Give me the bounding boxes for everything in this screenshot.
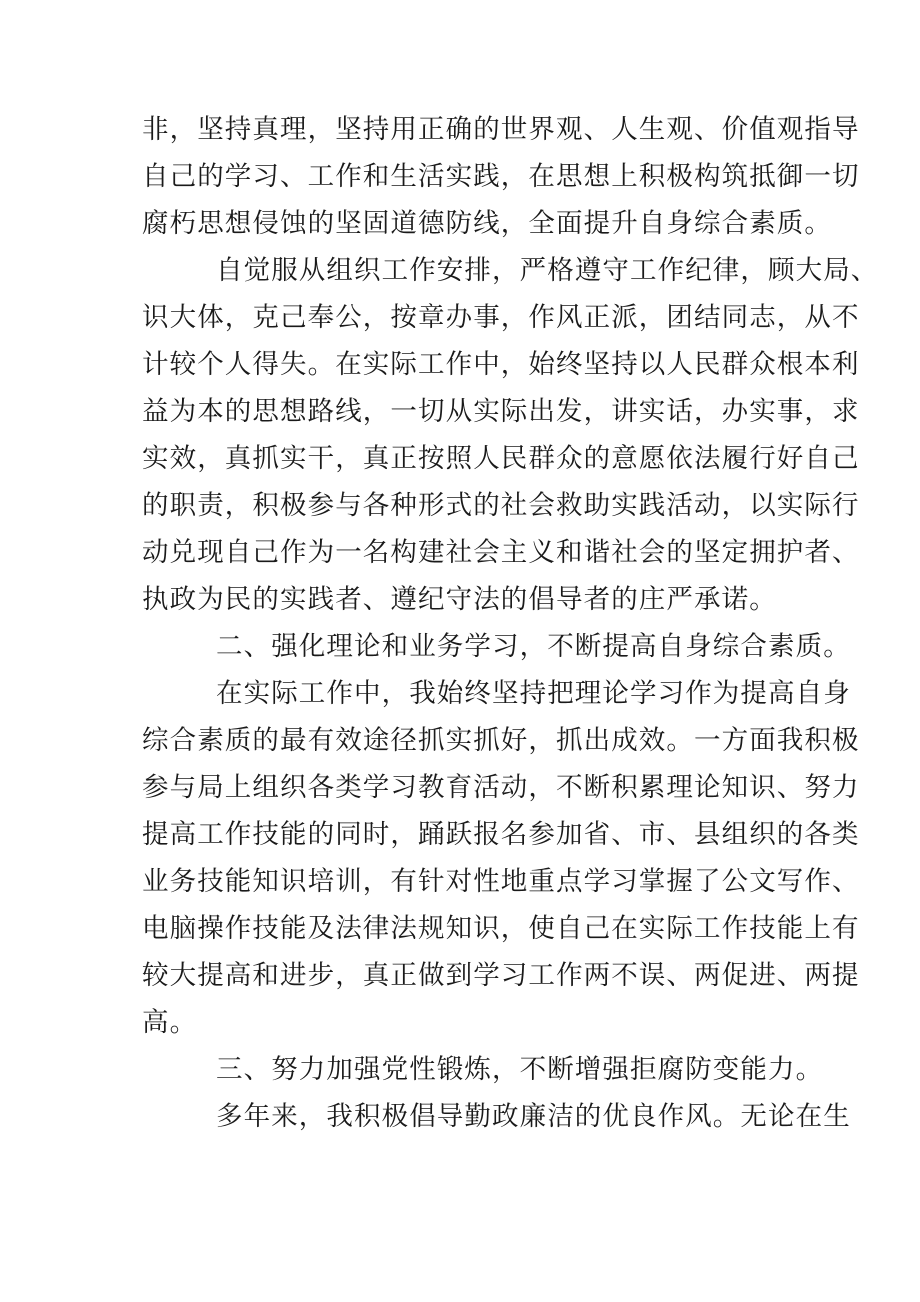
text-line: 自觉服从组织工作安排，严格遵守工作纪律，顾大局、 (216, 255, 879, 286)
text-line: 腐朽思想侵蚀的坚固道德防线，全面提升自身综合素质。 (142, 208, 832, 239)
paragraph-body (142, 670, 860, 1046)
paragraph-continuation (142, 106, 860, 247)
paragraph-body (142, 1093, 851, 1140)
heading-text: 二、强化理论和业务学习，不断提高自身综合素质。 (216, 631, 851, 662)
text-line: 在实际工作中，我始终坚持把理论学习作为提高自身 (216, 678, 851, 709)
text-line: 动兑现自己作为一名构建社会主义和谐社会的坚定拥护者、 (142, 537, 860, 568)
heading-text: 三、努力加强党性锻炼，不断增强拒腐防变能力。 (216, 1054, 824, 1085)
text-line: 自己的学习、工作和生活实践，在思想上积极构筑抵御一切 (142, 161, 860, 192)
text-line: 的职责，积极参与各种形式的社会救助实践活动，以实际行 (142, 490, 860, 521)
section-heading (142, 1046, 824, 1093)
text-line: 益为本的思想路线，一切从实际出发，讲实话，办实事，求 (142, 396, 860, 427)
text-line: 执政为民的实践者、遵纪守法的倡导者的庄严承诺。 (142, 584, 777, 615)
text-line: 提高工作技能的同时，踊跃报名参加省、市、县组织的各类 (142, 819, 860, 850)
text-line: 识大体，克己奉公，按章办事，作风正派，团结同志，从不 (142, 302, 860, 333)
text-line: 高。 (142, 1007, 198, 1038)
section-heading (142, 623, 851, 670)
text-line: 实效，真抓实干，真正按照人民群众的意愿依法履行好自己 (142, 443, 860, 474)
document-body (142, 106, 879, 1140)
text-line: 较大提高和进步，真正做到学习工作两不误、两促进、两提 (142, 960, 860, 991)
text-line: 多年来，我积极倡导勤政廉洁的优良作风。无论在生 (216, 1101, 851, 1132)
text-line: 电脑操作技能及法律法规知识，使自己在实际工作技能上有 (142, 913, 860, 944)
text-line: 非，坚持真理，坚持用正确的世界观、人生观、价值观指导 (142, 114, 860, 145)
text-line: 业务技能知识培训，有针对性地重点学习掌握了公文写作、 (142, 866, 860, 897)
paragraph-body (142, 247, 879, 623)
text-line: 参与局上组织各类学习教育活动，不断积累理论知识、努力 (142, 772, 860, 803)
text-line: 计较个人得失。在实际工作中，始终坚持以人民群众根本利 (142, 349, 860, 380)
text-line: 综合素质的最有效途径抓实抓好，抓出成效。一方面我积极 (142, 725, 860, 756)
